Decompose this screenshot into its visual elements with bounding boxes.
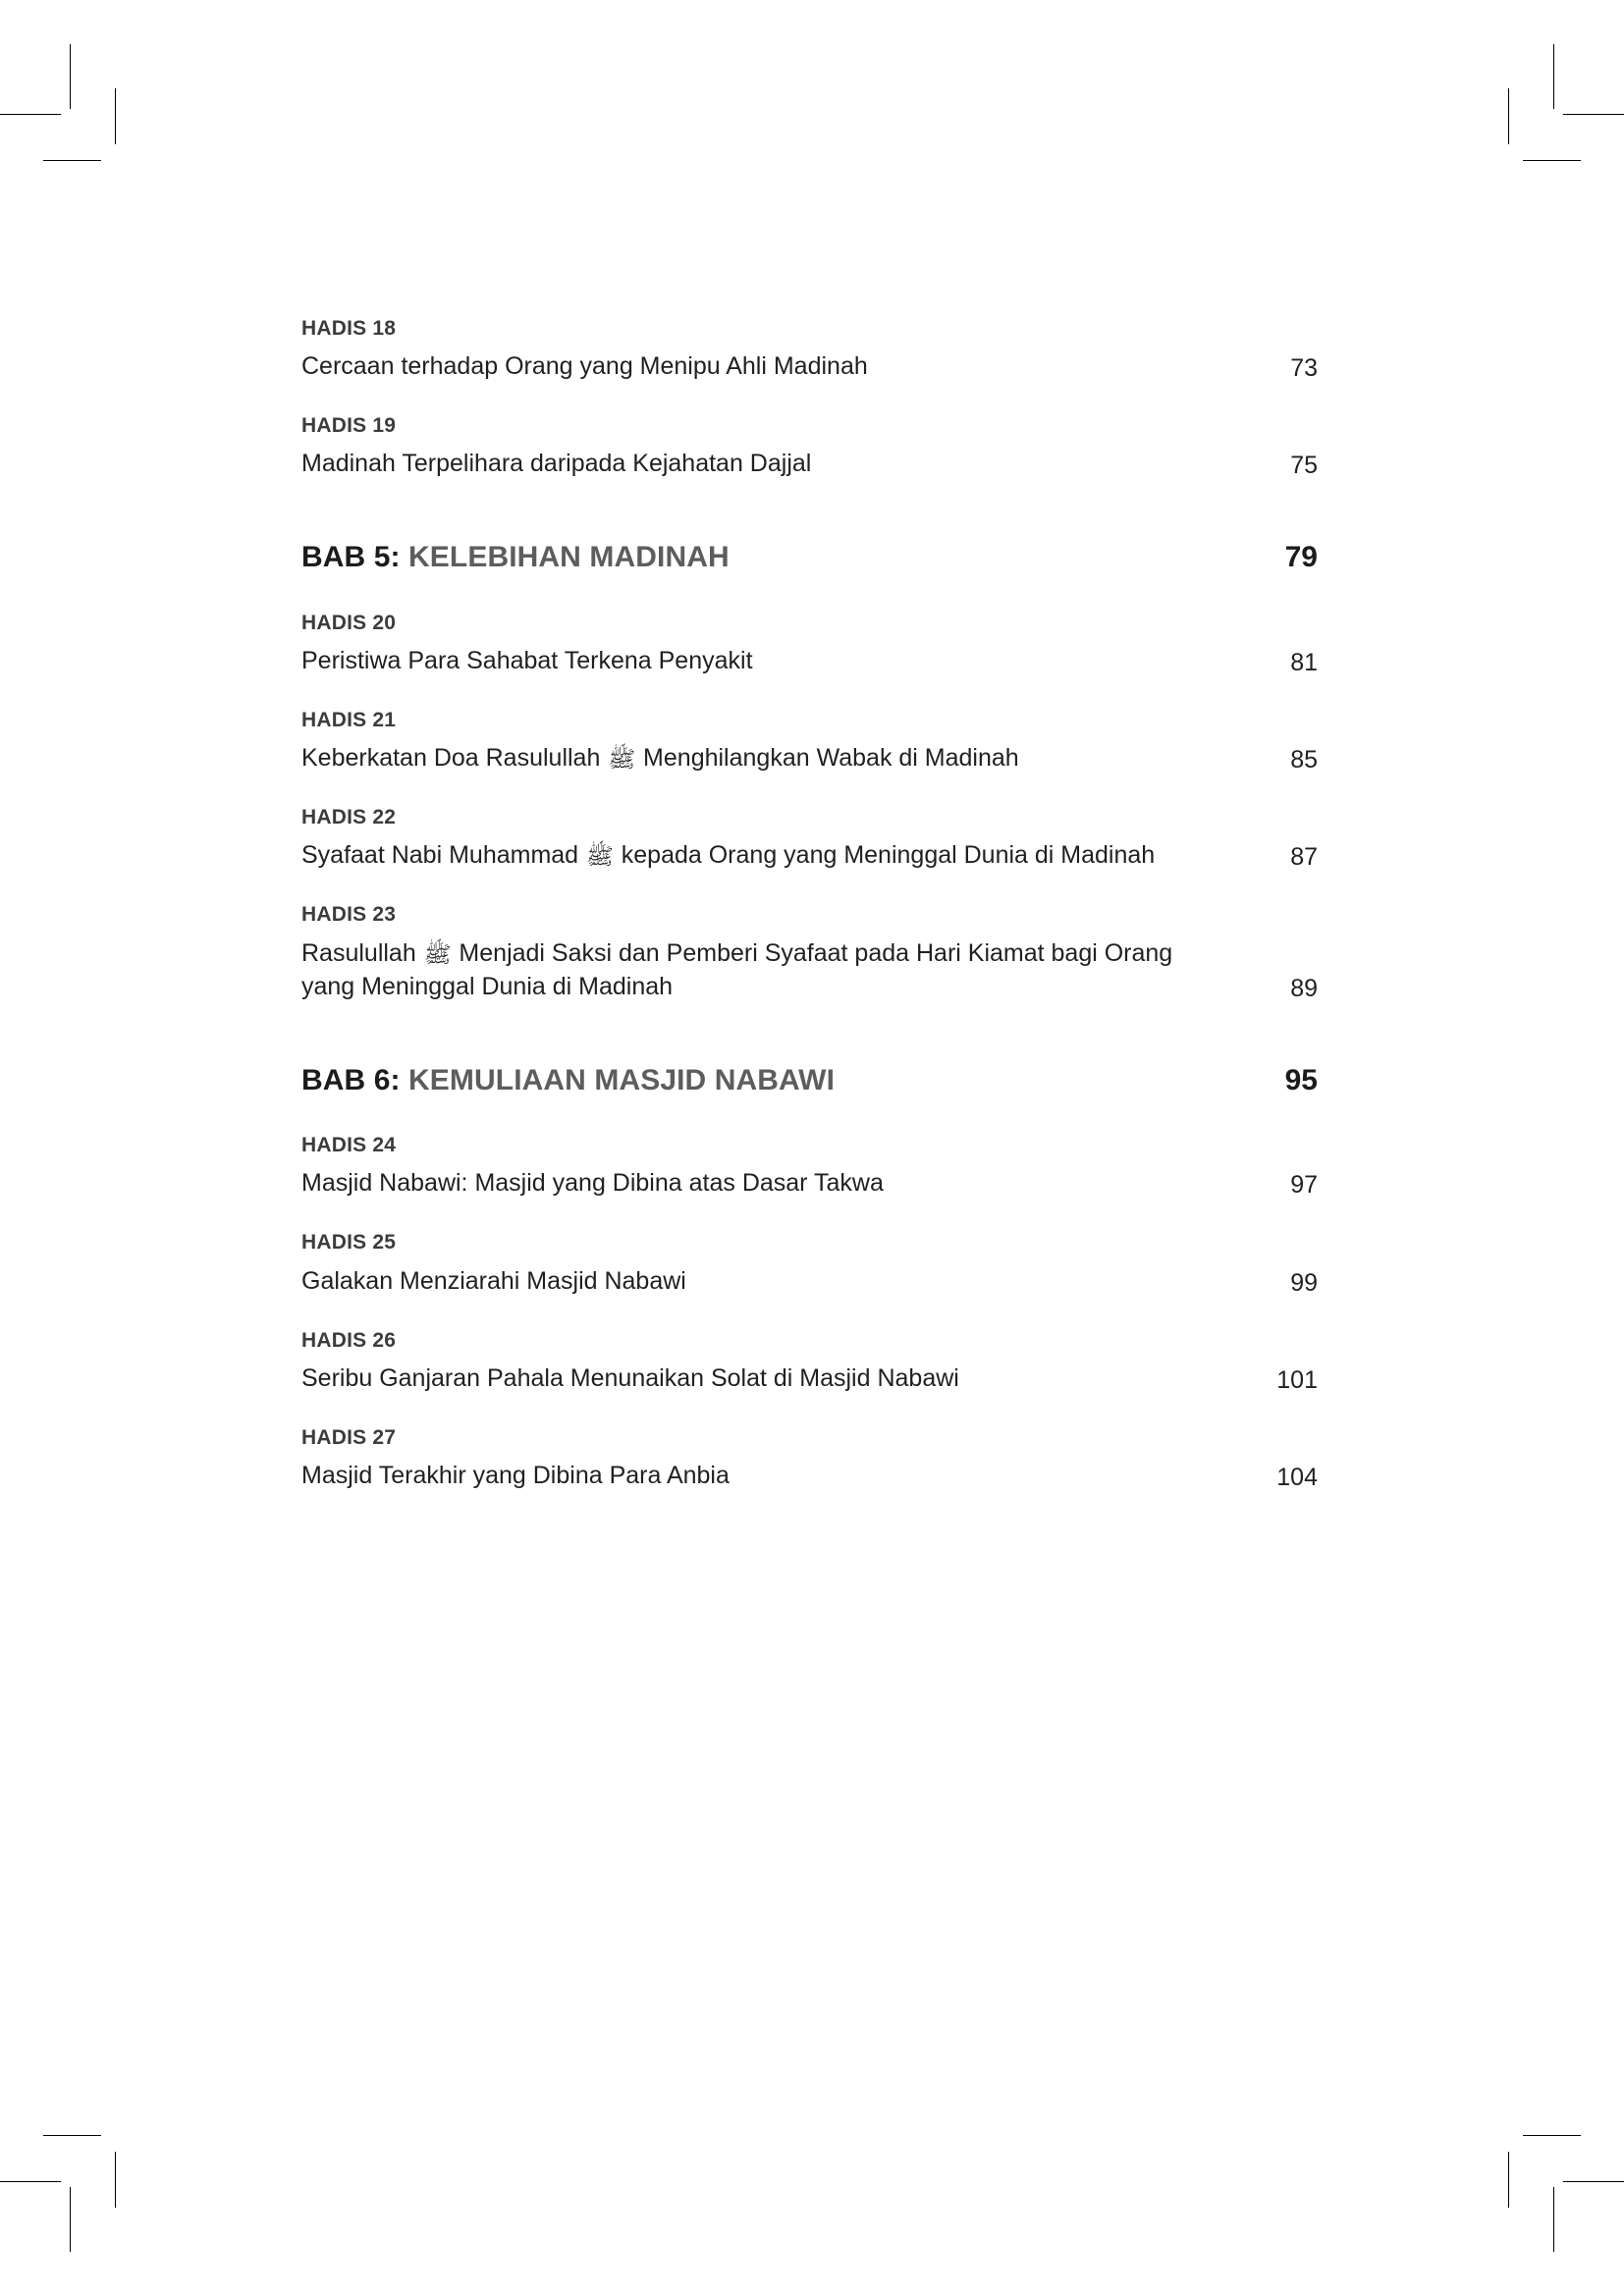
toc-entry[interactable]: [301, 1328, 1318, 1395]
table-of-contents: [301, 316, 1318, 1522]
sallallahu-alayhi-wasallam-icon: ﷺ: [423, 941, 452, 968]
chapter-title: [301, 1064, 835, 1098]
toc-entry-title-text: Seribu Ganjaran Pahala Menunaikan Solat di Masjid Nabawi: [301, 1363, 959, 1392]
toc-entry-title-text: Keberkatan Doa Rasulullah: [301, 744, 608, 773]
toc-entry-title[interactable]: [301, 349, 868, 383]
toc-entry-title[interactable]: [301, 644, 753, 677]
toc-entry-page-number[interactable]: 99: [1290, 1268, 1318, 1297]
crop-mark-bottom-right-outer-vertical: [1553, 2187, 1554, 2252]
toc-entry-page-number[interactable]: 101: [1276, 1365, 1318, 1394]
toc-entry-row: [301, 741, 1318, 774]
toc-entry-title-text: Menghilangkan Wabak di Madinah: [636, 744, 1019, 773]
toc-entry-title-text: Madinah Terpelihara daripada Kejahatan Dajjal: [301, 450, 812, 478]
toc-entry-page-number[interactable]: 89: [1290, 974, 1318, 1002]
crop-mark-bottom-left-outer-horizontal: [0, 2181, 61, 2182]
crop-mark-bottom-left-inner-vertical: [115, 2152, 116, 2208]
toc-entry[interactable]: [301, 708, 1318, 774]
toc-entry-page-number[interactable]: 81: [1290, 649, 1318, 677]
chapter-number-label: BAB 5:: [301, 541, 401, 574]
toc-entry-title[interactable]: [301, 741, 1019, 774]
crop-mark-top-right-inner-horizontal: [1523, 160, 1581, 161]
chapter-name-label: KELEBIHAN MADINAH: [408, 541, 730, 574]
crop-mark-bottom-right-outer-horizontal: [1563, 2181, 1624, 2182]
toc-entry-title[interactable]: [301, 447, 811, 480]
toc-entry-page-number[interactable]: 87: [1290, 843, 1318, 872]
toc-entry-row: [301, 936, 1318, 1003]
toc-entry[interactable]: [301, 316, 1318, 383]
toc-entry-label: HADIS 23: [301, 903, 397, 927]
toc-entry-title[interactable]: [301, 1166, 884, 1200]
chapter-page-number[interactable]: 79: [1284, 541, 1318, 574]
chapter-name-label: KEMULIAAN MASJID NABAWI: [408, 1063, 836, 1096]
crop-mark-top-right-outer-horizontal: [1563, 114, 1624, 115]
toc-entry-title-text: Masjid Nabawi: Masjid yang Dibina atas Dasar Takwa: [301, 1169, 884, 1198]
toc-entry-label: HADIS 21: [301, 709, 397, 732]
toc-entry-title[interactable]: [301, 1459, 730, 1492]
crop-mark-top-left-outer-horizontal: [0, 114, 61, 115]
crop-mark-bottom-right-inner-vertical: [1508, 2152, 1509, 2208]
toc-entry-label: HADIS 26: [301, 1328, 397, 1352]
toc-entry[interactable]: [301, 805, 1318, 872]
toc-entry-title-text: Peristiwa Para Sahabat Terkena Penyakit: [301, 647, 753, 675]
toc-entry-page-number[interactable]: 75: [1290, 452, 1318, 480]
chapter-heading-row[interactable]: [301, 541, 1318, 575]
toc-entry-label: HADIS 24: [301, 1134, 397, 1157]
crop-mark-top-right-inner-vertical: [1508, 88, 1509, 144]
toc-entry-page-number[interactable]: 97: [1290, 1171, 1318, 1200]
toc-entry[interactable]: [301, 1133, 1318, 1200]
crop-mark-top-left-inner-horizontal: [43, 160, 101, 161]
toc-entry-label: HADIS 22: [301, 806, 397, 829]
toc-entry-page-number[interactable]: 85: [1290, 746, 1318, 774]
toc-entry-title[interactable]: [301, 838, 1155, 872]
crop-mark-top-left-inner-vertical: [115, 88, 116, 144]
toc-entry-label: HADIS 20: [301, 611, 397, 634]
chapter-page-number[interactable]: 95: [1284, 1063, 1318, 1096]
toc-entry-label: HADIS 18: [301, 317, 397, 340]
toc-entry-title[interactable]: [301, 936, 1185, 1003]
toc-entry[interactable]: [301, 611, 1318, 677]
crop-mark-bottom-right-inner-horizontal: [1523, 2135, 1581, 2136]
toc-entry-label: HADIS 19: [301, 414, 397, 438]
toc-entry-label: HADIS 27: [301, 1425, 397, 1449]
toc-entry-row: [301, 644, 1318, 677]
toc-entry-row: [301, 1166, 1318, 1200]
chapter-title: [301, 541, 730, 575]
sallallahu-alayhi-wasallam-icon: ﷺ: [608, 747, 636, 774]
toc-entry-title-text: Galakan Menziarahi Masjid Nabawi: [301, 1266, 686, 1295]
toc-entry-row: [301, 1264, 1318, 1298]
toc-entry-title-text: Masjid Terakhir yang Dibina Para Anbia: [301, 1461, 730, 1489]
toc-entry-title-text: Syafaat Nabi Muhammad: [301, 841, 586, 870]
toc-entry-title-text: Menjadi Saksi dan Pemberi Syafaat pada Hari Kiamat bagi Orang yang Meninggal Dunia di Madinah: [301, 938, 1173, 1000]
toc-entry[interactable]: [301, 413, 1318, 480]
toc-entry-label: HADIS 25: [301, 1231, 397, 1255]
toc-entry-row: [301, 447, 1318, 480]
toc-entry-row: [301, 1362, 1318, 1395]
toc-entry-row: [301, 349, 1318, 383]
crop-mark-top-left-outer-vertical: [70, 44, 71, 109]
chapter-heading-row[interactable]: [301, 1064, 1318, 1098]
toc-entry-page-number[interactable]: 104: [1276, 1463, 1318, 1491]
chapter-number-label: BAB 6:: [301, 1063, 401, 1096]
toc-entry-row: [301, 838, 1318, 872]
toc-entry-row: [301, 1459, 1318, 1492]
sallallahu-alayhi-wasallam-icon: ﷺ: [586, 844, 614, 871]
crop-mark-top-right-outer-vertical: [1553, 44, 1554, 109]
toc-entry-title-text: Cercaan terhadap Orang yang Menipu Ahli Madinah: [301, 352, 868, 381]
toc-entry-title[interactable]: [301, 1362, 959, 1395]
toc-entry-title-text: Rasulullah: [301, 938, 423, 967]
toc-entry-page-number[interactable]: 73: [1290, 354, 1318, 383]
toc-entry-title[interactable]: [301, 1264, 686, 1298]
crop-mark-bottom-left-outer-vertical: [70, 2187, 71, 2252]
toc-entry[interactable]: [301, 902, 1318, 1002]
toc-entry-title-text: kepada Orang yang Meninggal Dunia di Madinah: [614, 841, 1156, 870]
crop-mark-bottom-left-inner-horizontal: [43, 2135, 101, 2136]
toc-entry[interactable]: [301, 1425, 1318, 1492]
toc-entry[interactable]: [301, 1230, 1318, 1297]
